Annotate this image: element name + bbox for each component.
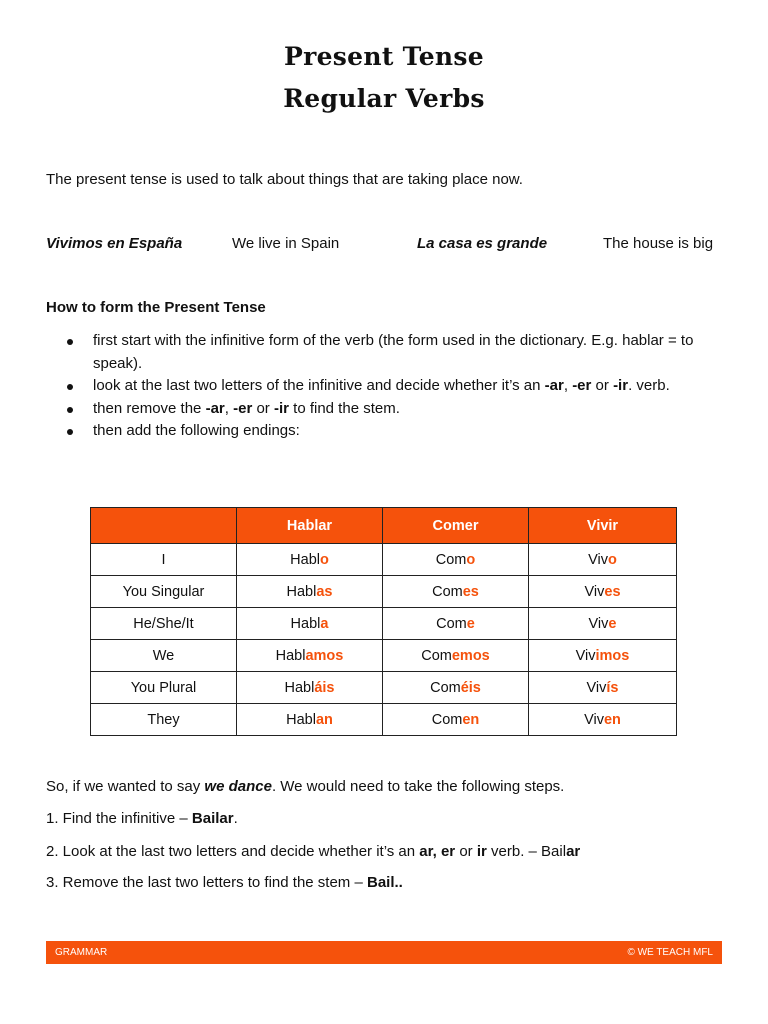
conjugation-cell [383, 608, 529, 640]
conjugation-cell [237, 544, 383, 576]
bullet-text: . verb. [628, 377, 670, 394]
pronoun-cell: We [91, 640, 237, 672]
step-text: ir [476, 843, 487, 860]
verb-ending: en [462, 711, 480, 728]
step-text: Bail.. [366, 874, 403, 891]
bullet-dot-icon [67, 339, 73, 345]
conjugation-cell [529, 608, 677, 640]
example-spanish-2: La casa es grande [417, 235, 548, 252]
table-header-cell: Hablar [237, 508, 383, 544]
intro-text: The present tense is used to talk about things that are taking place now. [46, 171, 523, 188]
conjugation-cell [237, 576, 383, 608]
bullet-dot-icon [67, 407, 73, 413]
table-row [91, 544, 677, 576]
verb-stem: Habl [284, 679, 315, 696]
verb-ending: e [466, 615, 475, 632]
bullet-text: first start with the infinitive form of the verb (the form used in the dictionary. E.g. hablar = to speak). [93, 332, 694, 372]
conjugation-cell [383, 704, 529, 736]
step-text: . [233, 810, 238, 827]
conjugation-cell [383, 672, 529, 704]
table-row [91, 576, 677, 608]
bullet-item [46, 375, 706, 398]
verb-stem: Com [435, 551, 467, 568]
verb-stem: Com [430, 679, 461, 696]
table-row [91, 608, 677, 640]
verb-stem: Habl [290, 551, 320, 568]
bullet-text: , [563, 377, 573, 394]
bullet-text: then add the following endings: [93, 422, 300, 439]
bullet-item [46, 420, 706, 443]
verb-stem: Habl [286, 583, 317, 600]
step-1 [46, 810, 238, 827]
verb-ending: emos [451, 647, 490, 664]
bullet-list [46, 330, 706, 443]
bullet-text: , [224, 399, 234, 417]
bullet-text: -ar [205, 399, 225, 417]
step-text: or [455, 843, 477, 860]
verb-stem: Habl [290, 615, 321, 632]
conjugation-cell [237, 640, 383, 672]
step-text: ar, er [419, 843, 456, 860]
example-spanish-1: Vivimos en España [46, 235, 183, 252]
example-english-1: We live in Spain [232, 235, 340, 252]
pronoun-cell: I [91, 544, 237, 576]
step-text: ar [566, 843, 581, 860]
bullet-dot-icon [67, 429, 73, 435]
footer-left: GRAMMAR [55, 947, 108, 958]
verb-stem: Viv [586, 679, 607, 696]
verb-stem: Com [421, 647, 452, 664]
pronoun-cell: He/She/It [91, 608, 237, 640]
verb-ending: o [319, 551, 329, 568]
step-text: verb. – Bail [486, 843, 567, 860]
verb-ending: amos [305, 647, 344, 664]
verb-stem: Viv [575, 647, 596, 664]
verb-endings-table [90, 507, 677, 736]
conjugation-cell [237, 672, 383, 704]
verb-stem: Viv [584, 711, 604, 728]
conjugation-cell [237, 608, 383, 640]
conjugation-cell [529, 704, 677, 736]
conjugation-cell [383, 576, 529, 608]
bullet-text: -ir [273, 399, 289, 417]
step-text: 2. Look at the last two letters and decide whether it’s an [46, 843, 420, 860]
bullet-text: then remove the [93, 399, 206, 417]
section-heading: How to form the Present Tense [46, 299, 266, 316]
verb-stem: Viv [588, 615, 609, 632]
verb-ending: es [462, 583, 479, 600]
footer-right: © WE TEACH MFL [627, 947, 713, 958]
table-row [91, 704, 677, 736]
pronoun-cell: You Singular [91, 576, 237, 608]
verb-ending: o [466, 551, 476, 568]
bullet-text: to find the stem. [288, 399, 400, 417]
verb-ending: a [320, 615, 329, 632]
bullet-text: or [252, 399, 274, 417]
step-3 [46, 874, 403, 891]
verb-stem: Com [431, 711, 463, 728]
footer-bar [46, 941, 722, 964]
verb-ending: an [315, 711, 333, 728]
conjugation-cell [237, 704, 383, 736]
verb-ending: en [603, 711, 621, 728]
verb-stem: Viv [584, 583, 605, 600]
conjugation-cell [529, 576, 677, 608]
table-header-cell [91, 508, 237, 544]
bullet-text: -er [233, 399, 253, 417]
bullet-item [46, 398, 706, 421]
step-text: we dance [204, 778, 272, 795]
bullet-text: -ir [613, 377, 629, 394]
page-title: Present Tense [284, 42, 484, 71]
bullet-text: -er [572, 377, 592, 394]
bullet-text: -ar [544, 377, 564, 394]
bullet-dot-icon [67, 384, 73, 390]
verb-stem: Com [432, 583, 463, 600]
bullet-text: look at the last two letters of the infinitive and decide whether it’s an [93, 377, 545, 394]
conjugation-cell [383, 640, 529, 672]
pronoun-cell: They [91, 704, 237, 736]
steps-intro [46, 778, 564, 795]
verb-ending: áis [314, 679, 335, 696]
step-2 [46, 843, 580, 860]
verb-ending: es [604, 583, 621, 600]
verb-ending: éis [460, 679, 481, 696]
bullet-item [46, 330, 706, 375]
step-text: 1. Find the infinitive – [46, 810, 192, 827]
verb-stem: Viv [588, 551, 609, 568]
verb-ending: o [608, 551, 617, 568]
verb-ending: imos [595, 647, 630, 664]
page-subtitle: Regular Verbs [283, 84, 485, 113]
table-row [91, 672, 677, 704]
verb-ending: ís [606, 679, 619, 696]
example-english-2: The house is big [603, 235, 714, 252]
step-text: . We would need to take the following steps. [271, 778, 565, 795]
table-header-cell: Vivir [529, 508, 677, 544]
bullet-text: or [591, 377, 614, 394]
conjugation-cell [529, 640, 677, 672]
table-row [91, 640, 677, 672]
table-header-row [91, 508, 677, 544]
verb-ending: e [608, 615, 617, 632]
pronoun-cell: You Plural [91, 672, 237, 704]
table-header-cell: Comer [383, 508, 529, 544]
verb-stem: Habl [275, 647, 306, 664]
verb-stem: Com [436, 615, 467, 632]
step-text: 3. Remove the last two letters to find the stem – [46, 874, 367, 891]
step-text: So, if we wanted to say [46, 778, 205, 795]
conjugation-cell [383, 544, 529, 576]
verb-stem: Habl [286, 711, 316, 728]
conjugation-cell [529, 544, 677, 576]
step-text: Bailar [191, 810, 234, 827]
conjugation-cell [529, 672, 677, 704]
verb-ending: as [316, 583, 333, 600]
